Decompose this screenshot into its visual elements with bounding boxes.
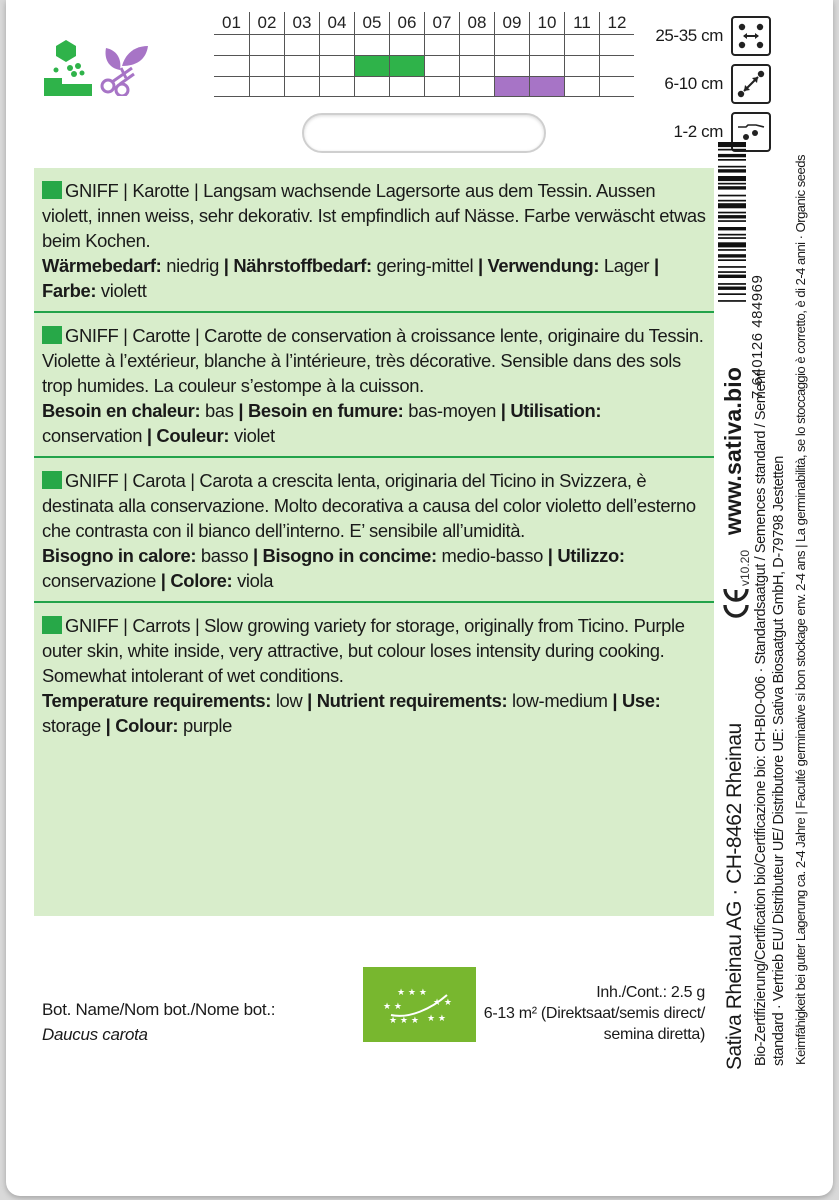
barcode-bar [718, 254, 746, 257]
description-intro: GNIFF | Carrots | Slow growing variety for storage, originally from Ticino. Purple outer skin, white inside, very attractive, but colour loses intensity during cooking. Somewhat intolerant of wet conditions. [42, 615, 685, 686]
calendar-cell-harvest [529, 77, 564, 96]
company-address: Sativa Rheinau AG · CH-8462 Rheinau [723, 723, 746, 1070]
calendar-cell [494, 35, 529, 55]
calendar-cell [284, 56, 319, 76]
green-square-icon [42, 181, 62, 199]
separator: | [542, 545, 558, 566]
property-label: Colour: [115, 715, 179, 736]
svg-text:★ ★: ★ ★ [432, 997, 452, 1008]
description-intro: GNIFF | Karotte | Langsam wachsende Lagersorte aus dem Tessin. Aussen violett, innen weiss, sehr dekorativ. Ist empfindlich auf Nässe. Farbe verwäscht etwas beim Kochen. [42, 180, 706, 251]
calendar-cell [494, 56, 529, 76]
certification-line-2: standard · Vertrieb EU/ Distributeur UE/ Distributore UE: Sativa Biosaatgut GmbH, D-79798 Jestetten [771, 456, 787, 1066]
ce-mark-icon [719, 585, 753, 619]
property-value: conservation [42, 425, 143, 446]
barcode-bar [718, 203, 746, 208]
calendar-row [214, 34, 634, 55]
seed-packet-back [6, 0, 833, 1196]
calendar-cell [249, 56, 284, 76]
separator: | [218, 255, 234, 276]
calendar-cell [389, 35, 424, 55]
description-intro: GNIFF | Carotte | Carotte de conservation à croissance lente, originaire du Tessin. Violette à l’extérieur, blanche à l’intérieure, très décorative. Sensible dans des sols trop humides. La couleur s’estompe à la cuisson. [42, 325, 704, 396]
property-label: Utilizzo: [557, 545, 625, 566]
description-section-it [34, 456, 714, 601]
barcode-bar [718, 220, 746, 222]
separator: | [233, 400, 248, 421]
property-value: medio-basso [441, 545, 543, 566]
description-text [42, 468, 706, 543]
barcode-bar [718, 242, 746, 247]
separator: | [302, 690, 317, 711]
separator: | [473, 255, 488, 276]
calendar-cell [564, 77, 599, 96]
calendar-month: 01 [222, 13, 241, 32]
description-section-de [34, 168, 714, 311]
barcode-bar [718, 227, 746, 230]
green-square-icon [42, 326, 62, 344]
barcode-bar [718, 266, 746, 268]
contents-info [484, 982, 705, 1045]
property-value: purple [182, 715, 232, 736]
properties [42, 398, 706, 448]
eu-organic-logo [363, 967, 476, 1042]
calendar-cell-sowing [389, 56, 424, 76]
barcode-bar [718, 259, 746, 261]
sowing-harvest-calendar [214, 12, 634, 97]
contents-weight: Inh./Cont.: 2.5 g [596, 984, 705, 1001]
calendar-cell-harvest [494, 77, 529, 96]
sowing-icon [42, 40, 94, 96]
svg-text:★ ★ ★: ★ ★ ★ [396, 987, 427, 998]
calendar-month: 09 [494, 12, 529, 34]
barcode-bar [718, 149, 746, 151]
calendar-cell [564, 56, 599, 76]
description-panel [34, 168, 714, 916]
calendar-cell [389, 77, 424, 96]
property-value: storage [42, 715, 101, 736]
barcode-bar [718, 237, 746, 239]
svg-text:★ ★ ★: ★ ★ ★ [388, 1015, 419, 1026]
barcode [718, 142, 746, 382]
calendar-month: 08 [459, 12, 494, 34]
barcode-bar [718, 186, 746, 189]
property-value: bas [205, 400, 234, 421]
barcode-bar [718, 142, 746, 147]
row-distance-label: 25-35 cm [655, 26, 723, 45]
barcode-bar [718, 283, 746, 285]
property-label: Use: [621, 690, 661, 711]
property-label: Temperature requirements: [42, 690, 272, 711]
property-value: gering-mittel [376, 255, 474, 276]
barcode-bar [718, 159, 746, 161]
calendar-cell [214, 77, 249, 96]
germination-info: Keimfähigkeit bei guter Lagerung ca. 2-4 Jahre | Faculté germinative si bon stockage env. 2-4 ans | La germinabilità, se lo stoccaggio è corretto, è di 2-4 anni · Organic seeds [793, 155, 808, 1065]
property-label: Nährstoffbedarf: [233, 255, 372, 276]
botanical-name [42, 997, 275, 1047]
version: v10.20 [738, 549, 752, 586]
property-label: Verwendung: [487, 255, 600, 276]
property-value: low [275, 690, 303, 711]
calendar-cell [249, 77, 284, 96]
property-label: Bisogno in calore: [42, 545, 197, 566]
barcode-bar [718, 200, 746, 202]
calendar-month: 04 [319, 12, 354, 34]
svg-text:★ ★: ★ ★ [382, 1001, 402, 1012]
harvest-icon [98, 38, 152, 96]
calendar-cell [424, 35, 459, 55]
barcode-bar [718, 195, 746, 197]
property-value: violet [233, 425, 275, 446]
barcode-bar [718, 287, 746, 290]
barcode-bar [718, 176, 746, 181]
barcode-bar [718, 169, 746, 172]
calendar-month: 05 [354, 12, 389, 34]
calendar-month: 03 [284, 12, 319, 34]
barcode-bar [718, 293, 746, 295]
properties [42, 543, 706, 593]
calendar-row [214, 55, 634, 76]
calendar-cell [459, 35, 494, 55]
separator: | [100, 715, 116, 736]
property-value: Lager [603, 255, 650, 276]
separator: | [649, 255, 659, 276]
property-value: viola [237, 570, 274, 591]
calendar-row [214, 76, 634, 97]
certification-line-1: Bio-Zertifizierung/Certification bio/Certificazione bio: CH-BIO-006 · Standardsaatgut / Semences standard / Sementi [753, 369, 769, 1066]
calendar-cell [459, 77, 494, 96]
description-text [42, 613, 706, 688]
plant-distance-icon [731, 64, 771, 104]
green-square-icon [42, 471, 62, 489]
spacing-info [601, 12, 771, 156]
calendar-cell [529, 35, 564, 55]
separator: | [156, 570, 171, 591]
property-value: conservazione [42, 570, 157, 591]
property-label: Farbe: [42, 280, 97, 301]
barcode-bar [718, 300, 746, 302]
calendar-months [214, 12, 634, 34]
calendar-month: 02 [249, 12, 284, 34]
barcode-bar [718, 154, 746, 157]
property-value: niedrig [166, 255, 219, 276]
property-label: Bisogno in concime: [262, 545, 437, 566]
plant-distance-label: 6-10 cm [664, 74, 723, 93]
barcode-bar [718, 183, 746, 185]
barcode-bar [718, 212, 746, 214]
calendar-month: 07 [424, 12, 459, 34]
separator: | [248, 545, 263, 566]
properties [42, 688, 706, 738]
barcode-bar [718, 234, 746, 236]
description-section-en [34, 601, 714, 746]
property-label: Couleur: [156, 425, 230, 446]
contents-area: 6-13 m² (Direktsaat/semis direct/ [483, 1005, 705, 1022]
property-label: Colore: [170, 570, 233, 591]
green-square-icon [42, 616, 62, 634]
property-value: violett [100, 280, 147, 301]
calendar-month: 11 [564, 12, 599, 34]
barcode-bar [718, 166, 746, 168]
calendar-cell [319, 56, 354, 76]
calendar-cell [459, 56, 494, 76]
website: www.sativa.bio [720, 366, 746, 535]
calendar-cell [424, 77, 459, 96]
calendar-month: 06 [389, 12, 424, 34]
properties [42, 253, 706, 303]
property-label: Nutrient requirements: [316, 690, 508, 711]
botanical-species: Daucus carota [42, 1025, 148, 1044]
barcode-bar [718, 275, 746, 278]
barcode-bar [718, 215, 746, 218]
calendar-cell [354, 77, 389, 96]
description-text [42, 178, 706, 253]
row-distance-icon [731, 16, 771, 56]
property-value: low-medium [512, 690, 608, 711]
calendar-month: 12 [599, 12, 634, 34]
description-section-fr [34, 311, 714, 456]
calendar-cell [319, 77, 354, 96]
barcode-number: 7 640126 484969 [749, 274, 766, 399]
separator: | [607, 690, 622, 711]
svg-text:★ ★: ★ ★ [426, 1013, 446, 1024]
calendar-rows [214, 34, 634, 97]
calendar-cell [529, 56, 564, 76]
property-label: Utilisation: [510, 400, 602, 421]
calendar-cell [284, 77, 319, 96]
calendar-cell [214, 56, 249, 76]
calendar-cell [319, 35, 354, 55]
property-value: bas-moyen [408, 400, 497, 421]
description-text [42, 323, 706, 398]
calendar-month: 10 [529, 12, 564, 34]
calendar-cell [284, 35, 319, 55]
calendar-cell [214, 35, 249, 55]
property-label: Besoin en fumure: [247, 400, 404, 421]
calendar-cell [424, 56, 459, 76]
barcode-bar [718, 249, 746, 251]
separator: | [496, 400, 511, 421]
calendar-cell-sowing [354, 56, 389, 76]
hang-hole [302, 113, 546, 153]
row-distance [601, 12, 771, 60]
plant-distance [601, 60, 771, 108]
description-intro: GNIFF | Carota | Carota a crescita lenta, originaria del Ticino in Svizzera, è destinata alla conservazione. Molto decorativa a causa del color violetto dell’esterno che contrasta con il bianco dell’interno. E’ sensibile all’umidità. [42, 470, 696, 541]
property-label: Besoin en chaleur: [42, 400, 201, 421]
botanical-label: Bot. Name/Nom bot./Nome bot.: [42, 1000, 276, 1019]
barcode-bar [718, 271, 746, 273]
calendar-cell [564, 35, 599, 55]
calendar-cell [354, 35, 389, 55]
sowing-depth-label: 1-2 cm [673, 122, 723, 141]
calendar-cell [249, 35, 284, 55]
contents-area-cont: semina diretta) [603, 1026, 705, 1043]
property-label: Wärmebedarf: [42, 255, 162, 276]
separator: | [142, 425, 157, 446]
property-value: basso [200, 545, 249, 566]
